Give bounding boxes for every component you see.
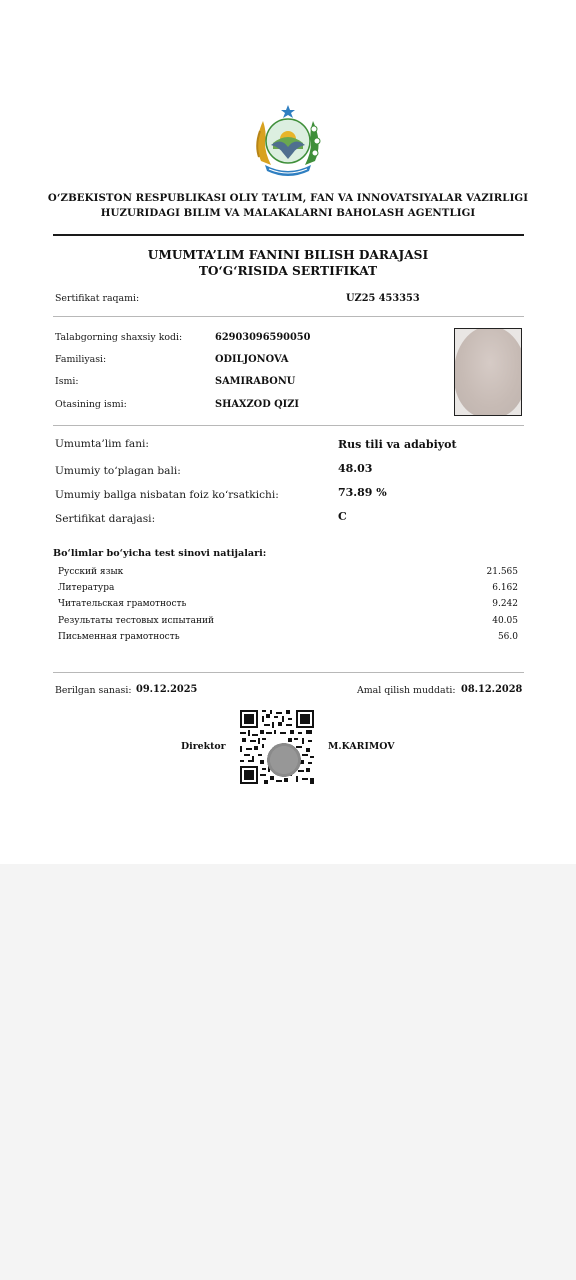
certificate-title-line-1: UMUMTA’LIM FANINI BILISH DARAJASI [147, 248, 429, 262]
divider [53, 425, 524, 426]
certificate-level-label: Sertifikat darajasi: [55, 513, 156, 525]
percentage-value: 73.89 % [338, 486, 387, 499]
director-name: M.KARIMOV [328, 741, 395, 752]
first-name-label: Ismi: [55, 376, 79, 387]
agency-name-line-2: HUZURIDAGI BILIM VA MALAKALARNI BAHOLASH AGENTLIGI [100, 207, 476, 219]
divider [53, 316, 524, 317]
result-row-score: 9.242 [492, 599, 518, 609]
result-row-name: Читательская грамотность [58, 599, 187, 609]
applicant-photo [454, 328, 522, 416]
certificate-number-value: UZ25 453353 [346, 293, 420, 304]
surname-value: ODILJONOVA [215, 354, 289, 365]
valid-until-label: Amal qilish muddati: [357, 685, 456, 696]
blurred-face [454, 328, 522, 416]
agency-name-line-1: O‘ZBEKISTON RESPUBLIKASI OLIY TA’LIM, FAN VA INNOVATSIYALAR VAZIRLIGI [47, 192, 529, 204]
patronymic-value: SHAXZOD QIZI [215, 399, 299, 410]
result-row-name: Результаты тестовых испытаний [58, 616, 215, 626]
director-label: Direktor [181, 741, 226, 752]
surname-label: Familiyasi: [55, 354, 107, 365]
certificate-level-value: C [338, 510, 347, 523]
percentage-label: Umumiy ballga nisbatan foiz ko‘rsatkichi: [55, 489, 279, 501]
total-score-value: 48.03 [338, 462, 373, 475]
valid-until-value: 08.12.2028 [461, 684, 523, 695]
result-row-score: 21.565 [486, 567, 518, 577]
result-row-score: 6.162 [492, 583, 518, 593]
total-score-label: Umumiy to‘plagan bali: [55, 465, 181, 477]
personal-code-label: Talabgorning shaxsiy kodi: [55, 332, 183, 343]
results-title: Bo‘limlar bo‘yicha test sinovi natijalari: [53, 548, 267, 559]
patronymic-label: Otasining ismi: [55, 399, 127, 410]
result-row-name: Письменная грамотность [58, 632, 180, 642]
personal-code-value: 62903096590050 [215, 332, 311, 343]
first-name-value: SAMIRABONU [215, 376, 296, 387]
result-row-score: 40.05 [492, 616, 518, 626]
subject-label: Umumta’lim fani: [55, 438, 149, 450]
subject-value: Rus tili va adabiyot [338, 438, 457, 451]
qr-code-icon [240, 710, 314, 784]
result-row-name: Русский язык [58, 567, 124, 577]
certificate-title-line-2: TO‘G‘RISIDA SERTIFIKAT [198, 264, 378, 278]
divider [53, 672, 524, 673]
certificate-number-label: Sertifikat raqami: [55, 293, 140, 304]
issue-date-value: 09.12.2025 [136, 684, 198, 695]
uzbekistan-emblem-icon [251, 103, 325, 179]
result-row-score: 56.0 [497, 632, 518, 642]
issue-date-label: Berilgan sanasi: [55, 685, 132, 696]
result-row-name: Литература [58, 583, 115, 593]
header-divider [53, 234, 524, 236]
